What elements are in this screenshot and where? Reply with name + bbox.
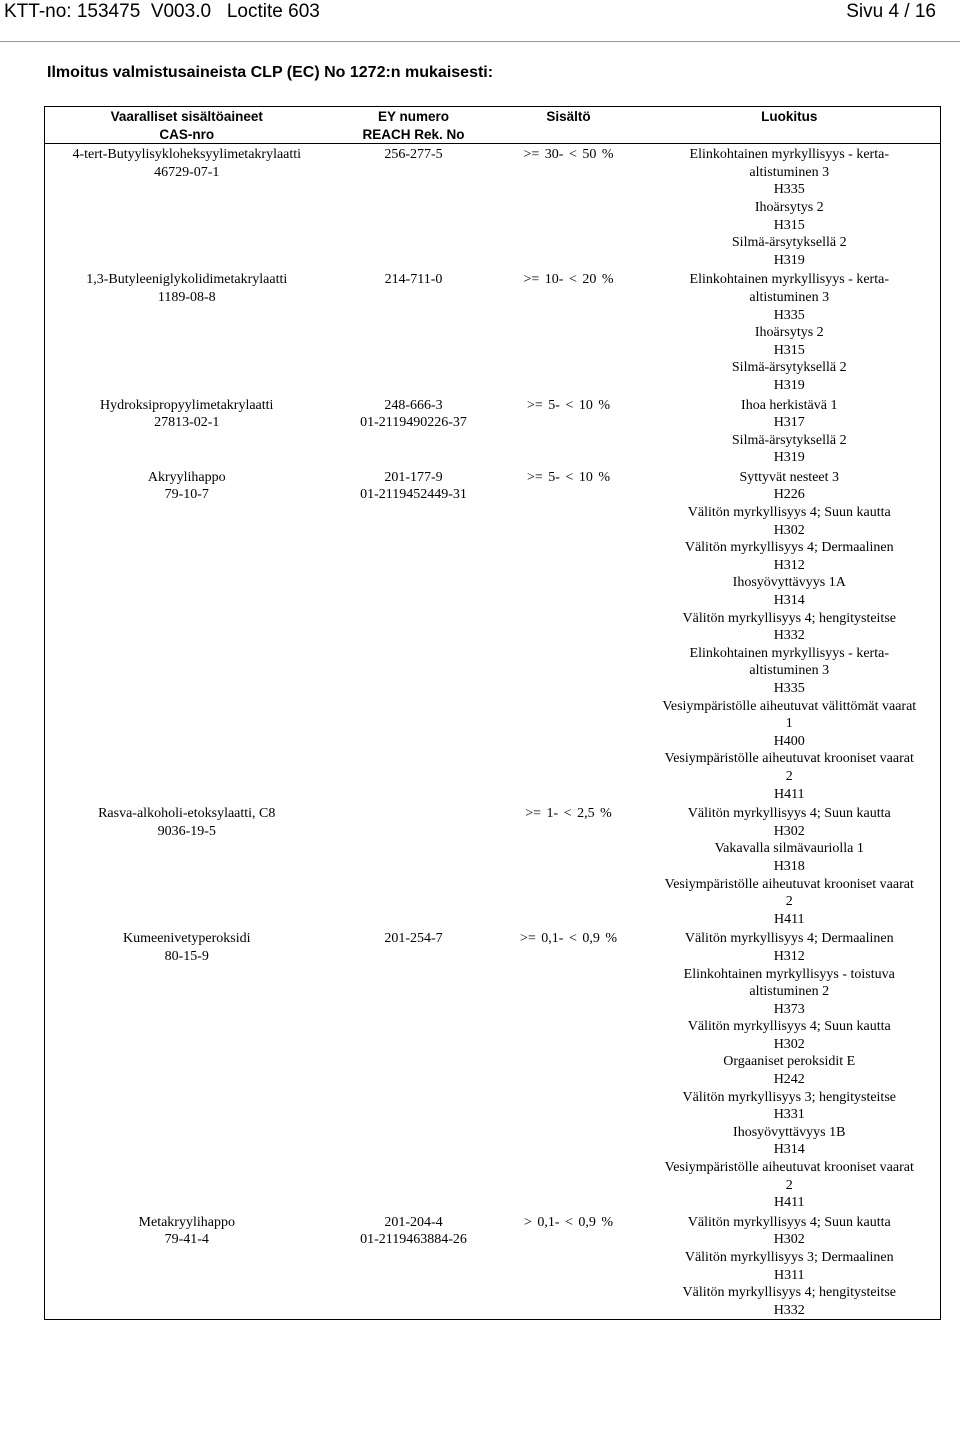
table-header-row — [45, 107, 941, 144]
header-substances: Vaaralliset sisältöaineet CAS-nro — [45, 107, 329, 144]
classification-cell — [639, 928, 941, 1212]
classification-line: H318 — [773, 858, 805, 874]
classification-line: Ihoa herkistävä 1 — [741, 397, 838, 413]
ec-number: 214-711-0 — [384, 272, 443, 288]
ec-cell — [329, 928, 499, 1212]
classification-line: Silmä-ärsytyksellä 2 — [731, 432, 847, 448]
classification-line: Vakavalla silmävauriolla 1 — [714, 841, 864, 857]
table-row — [45, 1212, 941, 1320]
reach-number: 01-2119463884-26 — [360, 1232, 467, 1248]
table-row — [45, 269, 941, 394]
classification-line: H314 — [773, 1142, 805, 1158]
cas-number: 27813-02-1 — [154, 415, 220, 431]
cas-number: 46729-07-1 — [154, 164, 220, 180]
substance-cell — [45, 269, 329, 394]
classification-line: H302 — [773, 823, 805, 839]
classification-line: 1 — [785, 716, 793, 732]
classification-line: H411 — [773, 1195, 805, 1211]
classification-line: Vesiympäristölle aiheutuvat välittömät vaarat — [662, 698, 917, 714]
ec-cell — [329, 1212, 499, 1320]
classification-line: Välitön myrkyllisyys 4; hengitysteitse — [682, 610, 896, 626]
classification-line: altistuminen 3 — [749, 289, 830, 305]
page-number: Sivu 4 / 16 — [846, 1, 936, 22]
classification-line: Vesiympäristölle aiheutuvat krooniset vaarat — [664, 1160, 914, 1176]
table-row — [45, 467, 941, 803]
content-range: >= 1- < 2,5 % — [525, 806, 612, 822]
ec-number: 201-177-9 — [384, 469, 443, 485]
classification-line: Ihoärsytys 2 — [754, 199, 824, 215]
classification-line: H332 — [773, 628, 805, 644]
substance-name: 1,3-Butyleeniglykolidimetakrylaatti — [86, 272, 288, 288]
reach-number: 01-2119452449-31 — [360, 487, 467, 503]
classification-line: Ihoärsytys 2 — [754, 325, 824, 341]
classification-line: Silmä-ärsytyksellä 2 — [731, 360, 847, 376]
substance-name: Kumeenivetyperoksidi — [122, 931, 251, 947]
table-row — [45, 144, 941, 270]
classification-line: H400 — [773, 733, 805, 749]
classification-line: 2 — [785, 768, 793, 784]
ec-cell — [329, 269, 499, 394]
classification-line: H332 — [773, 1302, 805, 1318]
cas-number: 9036-19-5 — [157, 823, 216, 839]
classification-line: Välitön myrkyllisyys 3; hengitysteitse — [682, 1089, 896, 1105]
classification-cell — [639, 144, 941, 270]
content-range: >= 5- < 10 % — [526, 469, 610, 485]
content-range: >= 5- < 10 % — [526, 397, 610, 413]
substance-cell — [45, 1212, 329, 1320]
classification-line: Ihosyövyttävyys 1A — [732, 575, 846, 591]
classification-line: H315 — [773, 342, 805, 358]
header-ec-number: EY numero REACH Rek. No — [329, 107, 499, 144]
content-range: >= 10- < 20 % — [523, 272, 614, 288]
content-range: >= 0,1- < 0,9 % — [519, 931, 617, 947]
classification-line: H411 — [773, 786, 805, 802]
ec-number: 256-277-5 — [384, 147, 443, 163]
classification-line: Elinkohtainen myrkyllisyys - kerta- — [689, 272, 889, 288]
classification-line: H335 — [773, 681, 805, 696]
classification-line: Välitön myrkyllisyys 4; Suun kautta — [687, 806, 891, 822]
classification-line: H317 — [773, 415, 805, 431]
cas-number: 79-41-4 — [164, 1232, 209, 1248]
classification-line: H319 — [773, 450, 805, 466]
classification-line: H312 — [773, 557, 805, 573]
ec-number: 248-666-3 — [384, 397, 443, 413]
substance-name: Metakryylihappo — [138, 1214, 235, 1230]
classification-line: H302 — [773, 1036, 805, 1052]
classification-cell — [639, 395, 941, 467]
classification-cell — [639, 803, 941, 928]
classification-line: H373 — [773, 1001, 805, 1017]
ec-cell — [329, 144, 499, 270]
classification-line: H411 — [773, 911, 805, 927]
classification-line: altistuminen 3 — [749, 663, 830, 679]
classification-line: H312 — [773, 948, 805, 964]
classification-line: 2 — [785, 1177, 793, 1193]
ec-number: 201-204-4 — [384, 1214, 443, 1230]
classification-line: altistuminen 3 — [749, 164, 830, 180]
substance-cell — [45, 144, 329, 270]
classification-line: Ihosyövyttävyys 1B — [733, 1124, 846, 1140]
table-row — [45, 395, 941, 467]
header-classification: Luokitus — [639, 107, 941, 144]
classification-line: Elinkohtainen myrkyllisyys - kerta- — [689, 147, 889, 163]
cas-number: 80-15-9 — [164, 948, 209, 964]
ec-cell — [329, 467, 499, 803]
substance-name: Hydroksipropyylimetakrylaatti — [100, 397, 274, 413]
classification-line: H319 — [773, 252, 805, 268]
section-title: Ilmoitus valmistusaineista CLP (EC) No 1272:n mukaisesti: — [47, 64, 494, 81]
classification-line: Elinkohtainen myrkyllisyys - toistuva — [683, 966, 895, 982]
classification-cell — [639, 269, 941, 394]
ingredients-table — [44, 106, 941, 1320]
document-id: KTT-no: 153475 V003.0 Loctite 603 — [4, 1, 320, 22]
classification-line: H331 — [773, 1107, 805, 1123]
substance-cell — [45, 467, 329, 803]
substance-name: 4-tert-Butyylisykloheksyylimetakrylaatti — [72, 147, 302, 163]
substance-name: Akryylihappo — [147, 469, 226, 485]
classification-line: altistuminen 2 — [749, 984, 830, 1000]
content-range: > 0,1- < 0,9 % — [499, 1212, 639, 1320]
classification-line: H311 — [773, 1267, 805, 1283]
substance-cell — [45, 928, 329, 1212]
classification-line: Välitön myrkyllisyys 4; Suun kautta — [687, 1214, 891, 1230]
classification-line: Välitön myrkyllisyys 4; Suun kautta — [687, 1019, 891, 1035]
classification-cell — [639, 467, 941, 803]
substance-cell — [45, 803, 329, 928]
header-divider — [0, 41, 960, 42]
cas-number: 1189-08-8 — [157, 289, 216, 305]
header-content: Sisältö — [499, 107, 639, 144]
classification-line: 2 — [785, 894, 793, 910]
classification-line: H302 — [773, 1232, 805, 1248]
page-header — [0, 0, 960, 30]
classification-line: Välitön myrkyllisyys 3; Dermaalinen — [684, 1250, 894, 1265]
classification-line: Vesiympäristölle aiheutuvat krooniset vaarat — [664, 751, 914, 767]
classification-line: H302 — [773, 522, 805, 538]
reach-number: 01-2119490226-37 — [360, 415, 467, 431]
ec-number: 201-254-7 — [384, 931, 443, 947]
classification-line: H242 — [773, 1072, 805, 1088]
classification-line: H314 — [773, 593, 805, 609]
classification-line: Välitön myrkyllisyys 4; hengitysteitse — [682, 1285, 896, 1301]
classification-line: Orgaaniset peroksidit E — [723, 1054, 856, 1070]
classification-line: Välitön myrkyllisyys 4; Dermaalinen — [684, 540, 894, 556]
classification-cell — [639, 1212, 941, 1320]
classification-line: Välitön myrkyllisyys 4; Suun kautta — [687, 505, 891, 521]
table-row — [45, 803, 941, 928]
substance-name: Rasva-alkoholi-etoksylaatti, C8 — [98, 806, 276, 822]
classification-line: H335 — [773, 307, 805, 323]
table-row — [45, 928, 941, 1212]
classification-line: Välitön myrkyllisyys 4; Dermaalinen — [684, 931, 894, 947]
substance-cell — [45, 395, 329, 467]
classification-line: H226 — [773, 487, 805, 503]
classification-line: H315 — [773, 217, 805, 233]
cas-number: 79-10-7 — [164, 487, 209, 503]
classification-line: Silmä-ärsytyksellä 2 — [731, 235, 847, 251]
classification-line: Vesiympäristölle aiheutuvat krooniset vaarat — [664, 876, 914, 892]
classification-line: H319 — [773, 377, 805, 393]
ec-cell — [329, 803, 499, 928]
classification-line: Elinkohtainen myrkyllisyys - kerta- — [689, 645, 889, 661]
classification-line: H335 — [773, 182, 805, 198]
ec-cell — [329, 395, 499, 467]
content-range: >= 30- < 50 % — [523, 147, 614, 163]
classification-line: Syttyvät nesteet 3 — [739, 469, 840, 485]
